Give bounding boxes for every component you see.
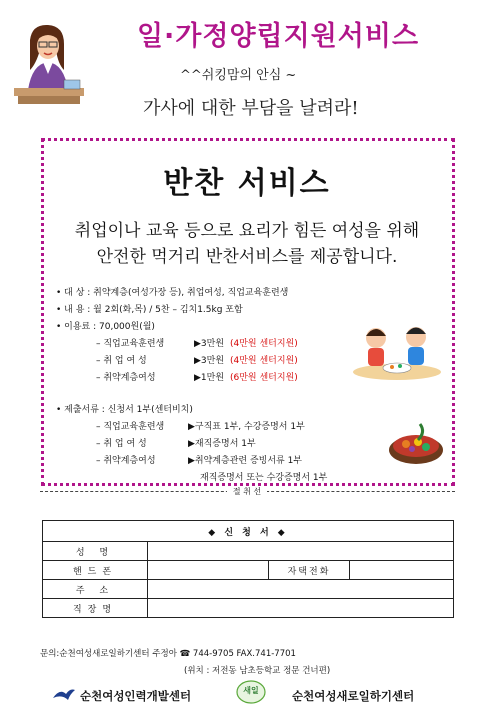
tagline-main: 가사에 대한 부담을 날려라! bbox=[143, 98, 359, 119]
service-intro-line1: 취업이나 교육 등으로 요리가 힘든 여성을 위해 bbox=[74, 221, 420, 241]
phone-label: 핸드폰 bbox=[43, 561, 148, 580]
form-heading: ◆ 신 청 서 ◆ bbox=[43, 521, 454, 542]
header-illustration bbox=[10, 20, 86, 106]
content-line: • 내 용 : 월 2회(화,목) / 5찬 – 김치1.5kg 포함 bbox=[56, 305, 243, 315]
application-form bbox=[42, 520, 454, 618]
phone-field[interactable] bbox=[148, 561, 269, 580]
service-intro-line2: 안전한 먹거리 반찬서비스를 제공합니다. bbox=[96, 247, 398, 267]
fee-row-amount: ▶3만원 bbox=[194, 339, 225, 349]
service-title: 반찬 서비스 bbox=[163, 166, 331, 201]
fee-row-group: – 취약계층여성 bbox=[96, 373, 156, 383]
name-field[interactable] bbox=[148, 542, 454, 561]
center-logo bbox=[236, 680, 266, 704]
tagline-small: ^^쉬킹맘의 안심 ~ bbox=[180, 68, 297, 83]
bird-logo-icon bbox=[52, 686, 76, 702]
fee-row-subsidy: (4만원 센터지원) bbox=[230, 356, 298, 366]
left-org-logo bbox=[52, 686, 76, 702]
target-line: • 대 상 : 취약계층(여성가장 등), 취업여성, 직업교육훈련생 bbox=[56, 288, 289, 298]
workplace-label: 직장명 bbox=[43, 599, 148, 618]
children-cooking-illustration bbox=[350, 322, 444, 382]
address-label: 주 소 bbox=[43, 580, 148, 599]
fee-row-amount: ▶1만원 bbox=[194, 373, 225, 383]
cut-line-label: 절 취 선 bbox=[0, 486, 494, 497]
address-field[interactable] bbox=[148, 580, 454, 599]
fee-row-amount: ▶3만원 bbox=[194, 356, 225, 366]
contact-info: 문의:순천여성새로일하기센터 주정아 ☎ 744-9705 FAX.741-7701 bbox=[40, 649, 296, 659]
kids-eating-icon bbox=[350, 322, 444, 382]
fee-line: • 이용료 : 70,000원(월) bbox=[56, 322, 155, 332]
doc-row-doc: ▶취약계층관련 증빙서류 1부 bbox=[188, 456, 303, 466]
fee-row-subsidy: (4만원 센터지원) bbox=[230, 339, 298, 349]
documents-line: • 제출서류 : 신청서 1부(센터비치) bbox=[56, 405, 193, 415]
doc-row-doc: 재직증명서 또는 수강증명서 1부 bbox=[200, 473, 328, 483]
right-org-name: 순천여성새로일하기센터 bbox=[292, 689, 415, 703]
doc-row-doc: ▶구직표 1부, 수강증명서 1부 bbox=[188, 422, 305, 432]
side-dish-icon bbox=[388, 418, 444, 468]
food-dish-illustration bbox=[388, 418, 444, 468]
center-logo-text: 새일 bbox=[243, 686, 259, 695]
fee-row-subsidy: (6만원 센터지원) bbox=[230, 373, 298, 383]
doc-row-group: – 취 업 여 성 bbox=[96, 439, 147, 449]
home-phone-field[interactable] bbox=[350, 561, 454, 580]
doc-row-group: – 직업교육훈련생 bbox=[96, 422, 165, 432]
doc-row-doc: ▶재직증명서 1부 bbox=[188, 439, 256, 449]
workplace-field[interactable] bbox=[148, 599, 454, 618]
doc-row-group: – 취약계층여성 bbox=[96, 456, 156, 466]
woman-at-desk-icon bbox=[10, 20, 86, 106]
page-title: 일·가정양립지원서비스 bbox=[136, 21, 420, 52]
fee-row-group: – 취 업 여 성 bbox=[96, 356, 147, 366]
left-org-name: 순천여성인력개발센터 bbox=[80, 689, 192, 703]
home-phone-label: 자택전화 bbox=[269, 561, 350, 580]
location-info: (위치 : 저전동 남초등학교 정문 건너편) bbox=[184, 666, 331, 676]
name-label: 성 명 bbox=[43, 542, 148, 561]
fee-row-group: – 직업교육훈련생 bbox=[96, 339, 165, 349]
